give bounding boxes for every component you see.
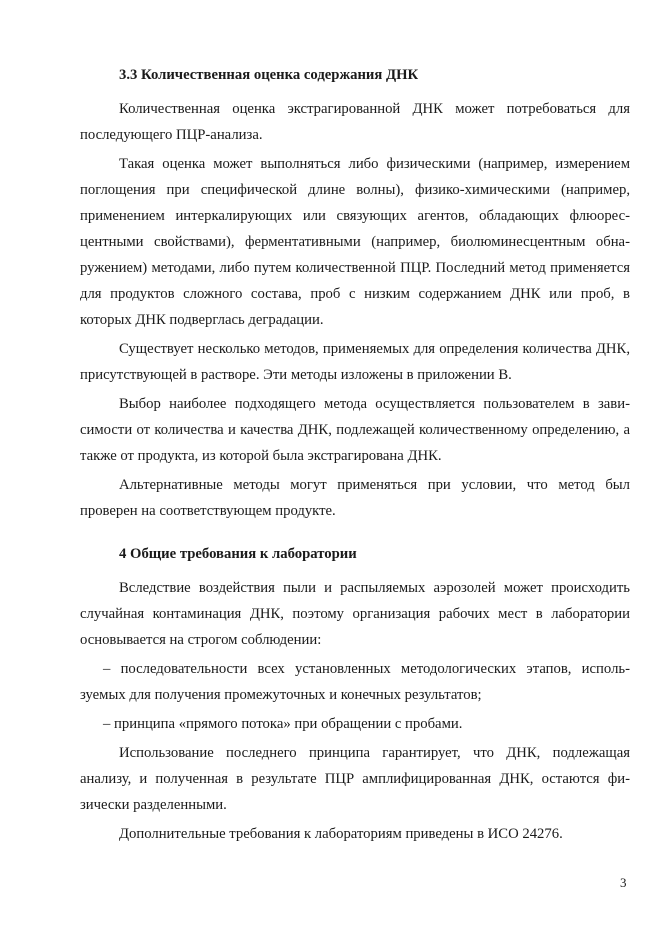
paragraph: Существует несколько методов, применяемых для определения количества ДНК, присутствующей в растворе. Эти методы изложены в приложении В. [80,341,630,383]
paragraph: Количественная оценка экстрагированной ДНК может потребоваться для последующего ПЦР-анализа. [80,101,630,143]
list-item: – принципа «прямого потока» при обращении с пробами. [103,716,463,732]
paragraph: Дополнительные требования к лабораториям приведены в ИСО 24276. [119,826,563,842]
paragraph: Выбор наиболее подходящего метода осуществляется пользователем в зависимости от количества и качества ДНК, подлежащей количественному определению, а также от продукта, из которой была экстрагирована ДНК. [80,396,630,464]
list-item: – последовательности всех установленных методологических этапов, используемых для получения промежуточных и конечных результатов; [80,661,630,703]
paragraph: Использование последнего принципа гарантирует, что ДНК, подлежащая анализу, и полученная в результате ПЦР амплифицированная ДНК, остаются физически разделенными. [80,745,630,813]
document-page [80,62,630,850]
page-number: 3 [620,875,627,890]
paragraph: Вследствие воздействия пыли и распыляемых аэрозолей может происходить случайная контаминация ДНК, поэтому организация рабочих мест в лаборатории основывается на строгом соблюдении: [80,580,630,648]
paragraph: Альтернативные методы могут применяться при условии, что метод был проверен на соответствующем продукте. [80,477,630,519]
section-4-heading: 4 Общие требования к лаборатории [119,546,357,562]
paragraph: Такая оценка может выполняться либо физическими (например, измерением поглощения при специфической длине волны), физико-химическими (например, применением интеркалирующих или связующих агентов, обладающих флюоресцентными свойствами), ферментативными (например, биолюминесцентным обнаружением) методами, либо путем количественной ПЦР. Последний метод применяется для продуктов сложного состава, проб с низким содержанием ДНК или проб, в которых ДНК подверглась деградации. [80,156,630,328]
section-3-3-heading: 3.3 Количественная оценка содержания ДНК [119,67,419,83]
